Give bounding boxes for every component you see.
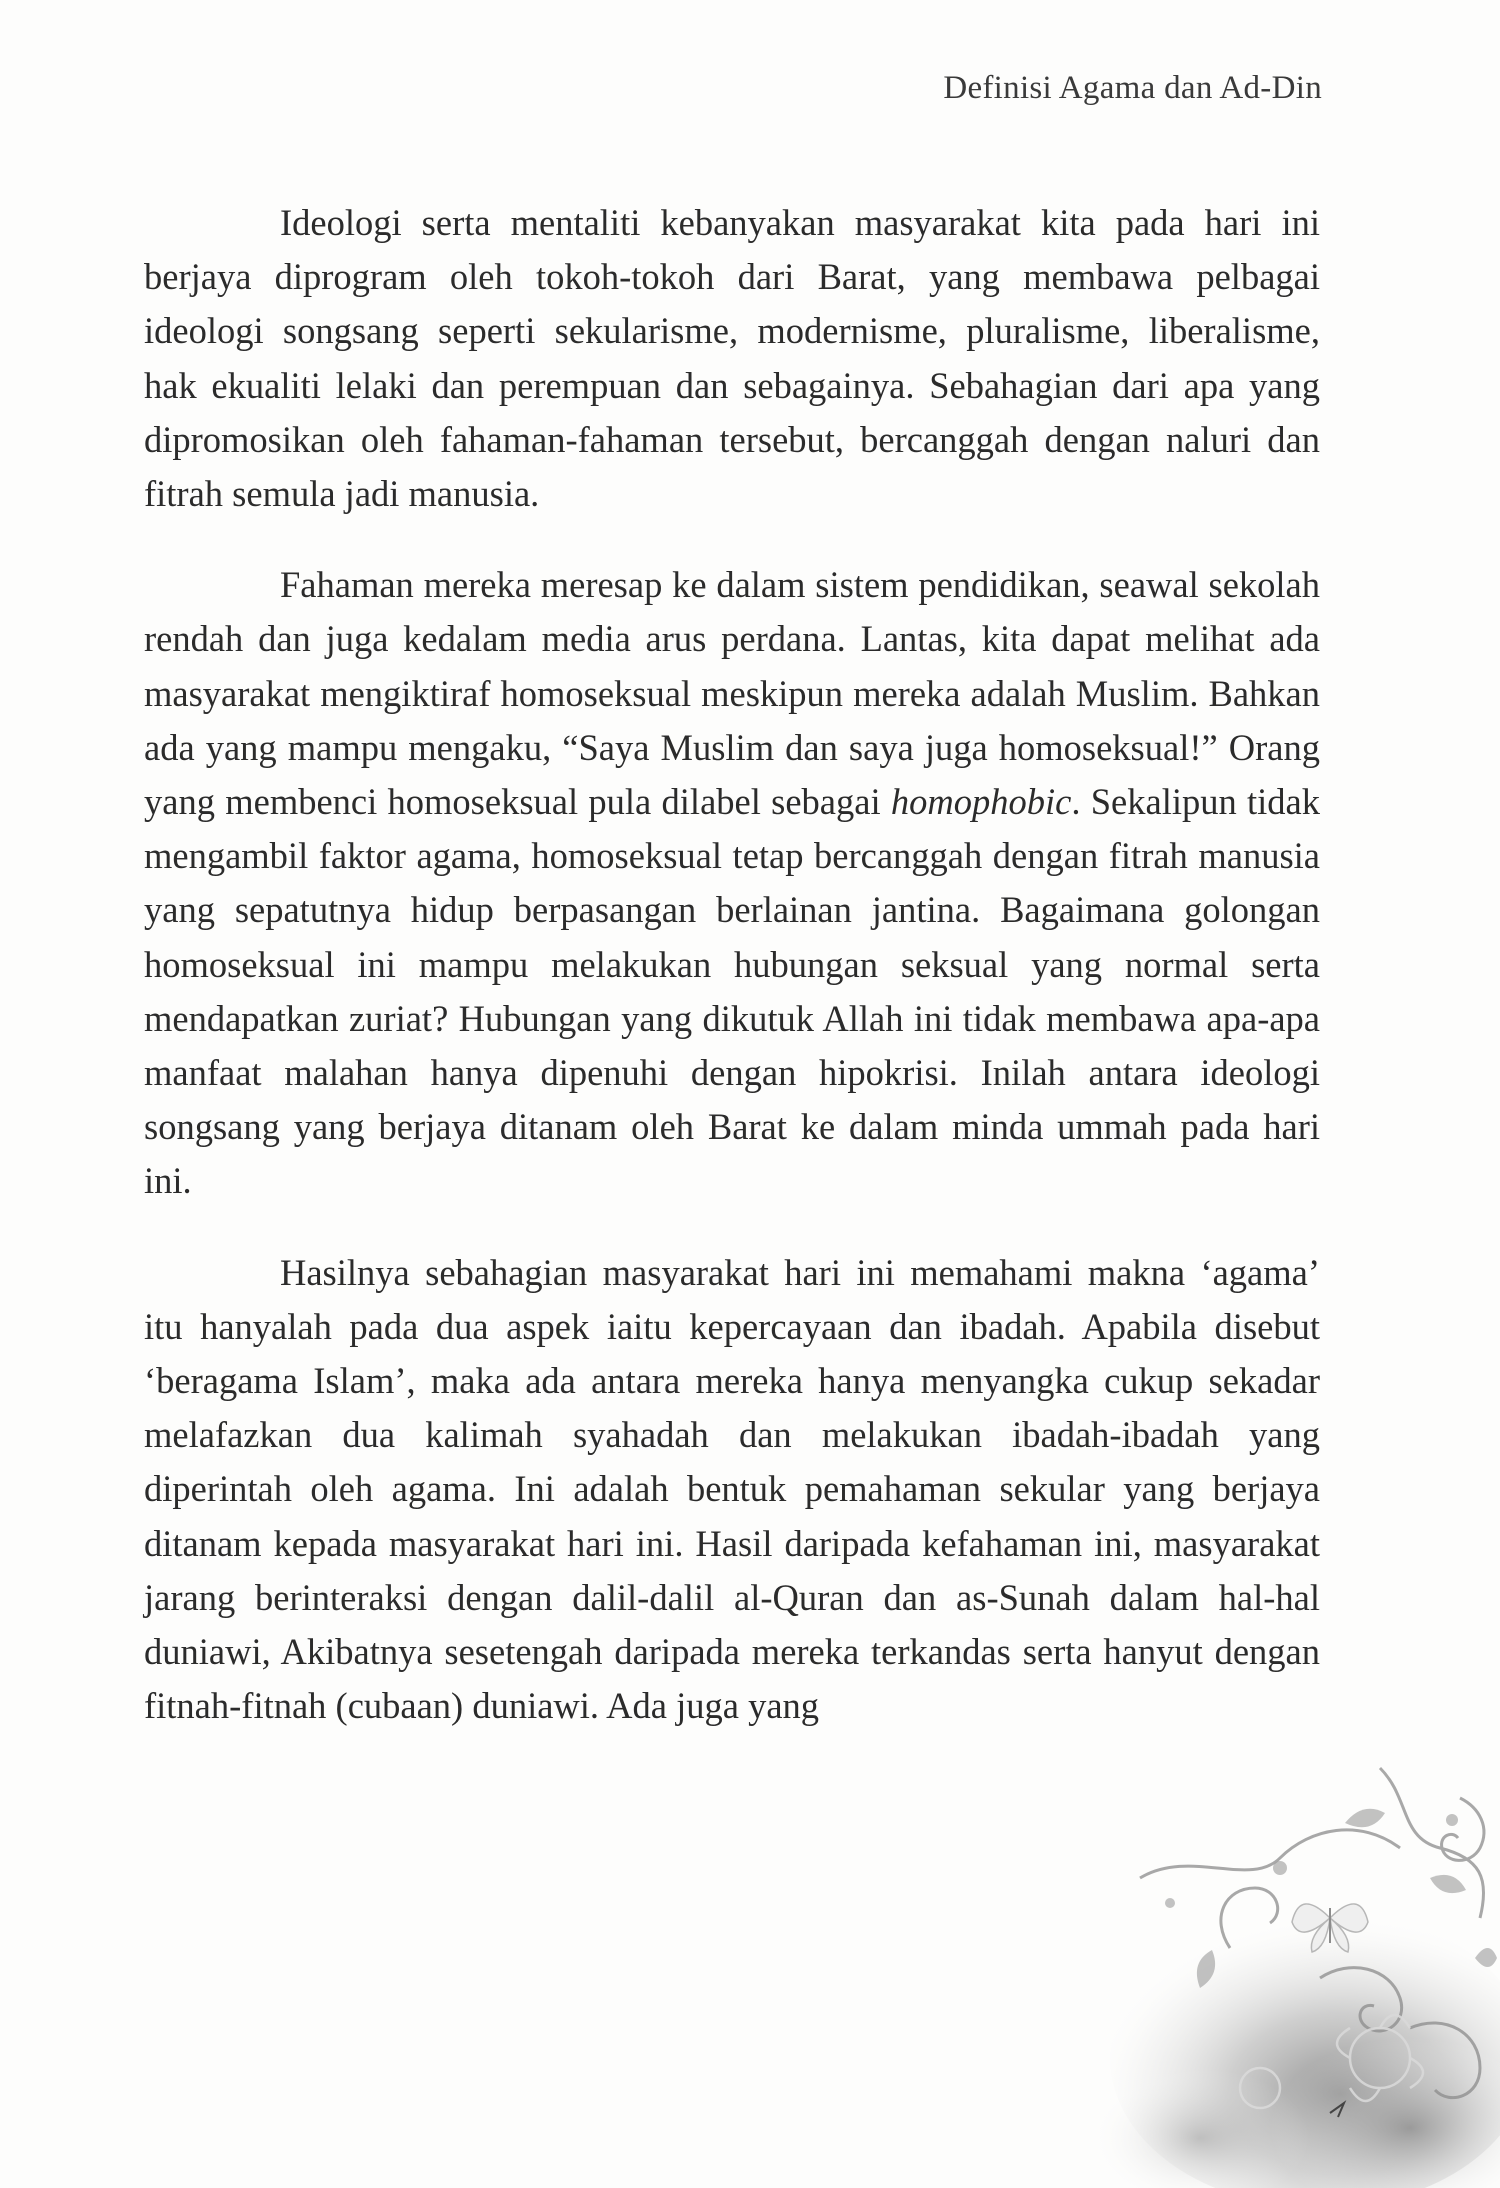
floral-butterfly-ornament-icon: [1080, 1728, 1500, 2188]
paragraph-2-text-b: . Sekalipun tidak mengambil faktor agama, homoseksual tetap bercanggah dengan fitrah manusia yang sepatutnya hidup berpasangan berlainan jantina. Bagaimana golongan homoseksual ini mampu melakukan hubungan seksual yang normal serta mendapatkan zuriat? Hubungan yang dikutuk Allah ini tidak membawa apa-apa manfaat malahan hanya dipenuhi dengan hipokrisi. Inilah antara ideologi songsang yang berjaya ditanam oleh Barat ke dalam minda ummah pada hari ini.: [144, 781, 1320, 1202]
paragraph-2-text-a: Fahaman mereka meresap ke dalam sistem pendidikan, seawal sekolah rendah dan juga kedalam media arus perdana. Lantas, kita dapat melihat ada masyarakat mengiktiraf homoseksual meskipun mereka adalah Muslim. Bahkan ada yang mampu mengaku, “Saya Muslim dan saya juga homoseksual!” Orang yang membenci homoseksual pula dilabel sebagai: [144, 564, 1320, 823]
paragraph-3: Hasilnya sebahagian masyarakat hari ini memahami makna ‘agama’ itu hanyalah pada dua aspek iaitu kepercayaan dan ibadah. Apabila disebut ‘beragama Islam’, maka ada antara mereka hanya menyangka cukup sekadar melafazkan dua kalimah syahadah dan melakukan ibadah-ibadah yang diperintah oleh agama. Ini adalah bentuk pemahaman sekular yang berjaya ditanam kepada masyarakat hari ini. Hasil daripada kefahaman ini, masyarakat jarang berinteraksi dengan dalil-dalil al-Quran dan as-Sunah dalam hal-hal duniawi, Akibatnya sesetengah daripada mereka terkandas serta hanyut dengan fitnah-fitnah (cubaan) duniawi. Ada juga yang: [144, 1251, 1320, 1727]
running-header: Definisi Agama dan Ad-Din: [943, 70, 1322, 106]
body-text: [144, 196, 1320, 1733]
paragraph-1: Ideologi serta mentaliti kebanyakan masyarakat kita pada hari ini berjaya diprogram oleh tokoh-tokoh dari Barat, yang membawa pelbagai ideologi songsang seperti sekularisme, modernisme, pluralisme, liberalisme, hak ekualiti lelaki dan perempuan dan sebagainya. Sebahagian dari apa yang dipromosikan oleh fahaman-fahaman tersebut, bercanggah dengan naluri dan fitrah semula jadi manusia.: [144, 202, 1320, 515]
paragraph-2: [144, 558, 1320, 1208]
italic-term: homophobic: [890, 781, 1072, 823]
